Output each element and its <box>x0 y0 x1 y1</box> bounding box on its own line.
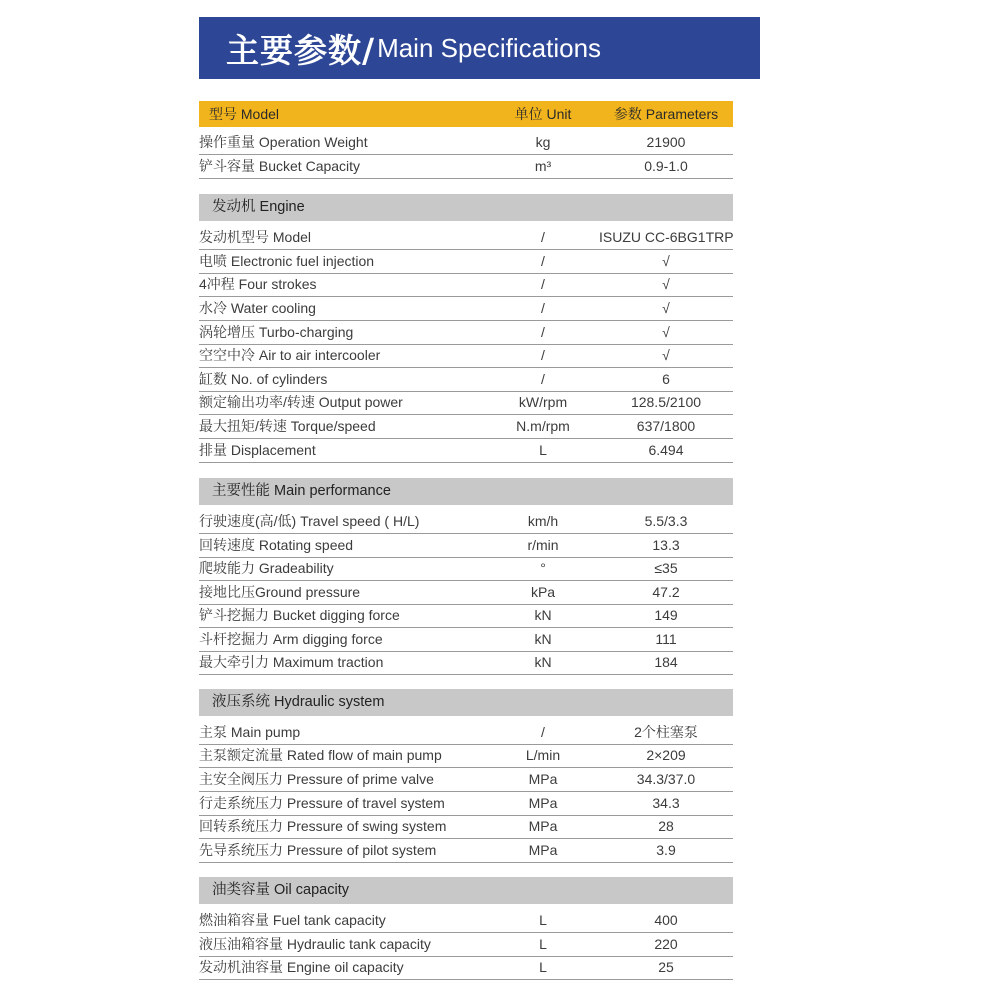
table-row <box>199 273 733 297</box>
row-value: 13.3 <box>652 537 680 553</box>
row-label: 先导系统压力 Pressure of pilot system <box>199 842 437 858</box>
table-row <box>199 768 733 792</box>
row-unit: / <box>541 276 545 292</box>
row-value: √ <box>662 276 670 292</box>
row-value: √ <box>662 300 670 316</box>
table-row <box>199 510 733 534</box>
row-label: 主安全阀压力 Pressure of prime valve <box>199 771 434 787</box>
row-unit: MPa <box>528 842 558 858</box>
row-value: 3.9 <box>656 842 676 858</box>
header-unit: 单位 Unit <box>514 106 572 122</box>
table-row <box>199 155 733 179</box>
row-unit: L <box>539 959 547 975</box>
row-unit: r/min <box>527 537 559 553</box>
table-row <box>199 250 733 274</box>
table-row <box>199 651 733 675</box>
row-label: 排量 Displacement <box>199 442 316 458</box>
table-row <box>199 391 733 415</box>
table-row <box>199 321 733 345</box>
header-model: 型号 Model <box>209 106 280 122</box>
row-label: 行走系统压力 Pressure of travel system <box>199 795 445 811</box>
table-row <box>199 721 733 745</box>
row-label: 斗杆挖掘力 Arm digging force <box>199 631 383 647</box>
row-unit: kW/rpm <box>518 394 568 410</box>
row-label: 爬坡能力 Gradeability <box>199 560 334 576</box>
row-value: 149 <box>654 607 678 623</box>
section-header-hydraulic: 液压系统 Hydraulic system <box>199 689 733 716</box>
table-row <box>199 956 733 980</box>
row-label: 最大扭矩/转速 Torque/speed <box>199 418 376 434</box>
row-label: 涡轮增压 Turbo-charging <box>199 324 354 340</box>
row-unit: L <box>539 912 547 928</box>
row-label: 主泵 Main pump <box>199 724 301 740</box>
row-unit: / <box>541 724 545 740</box>
row-label: 主泵额定流量 Rated flow of main pump <box>199 747 442 763</box>
row-unit: / <box>541 300 545 316</box>
row-label: 回转速度 Rotating speed <box>199 537 354 553</box>
row-unit: MPa <box>528 795 558 811</box>
row-label: 操作重量 Operation Weight <box>199 134 368 150</box>
row-unit: MPa <box>528 771 558 787</box>
row-value: 34.3 <box>652 795 680 811</box>
row-unit: L <box>539 442 547 458</box>
row-unit: / <box>541 371 545 387</box>
row-value: 6 <box>662 371 670 387</box>
row-value: 2×209 <box>646 747 686 763</box>
header-parameters: 参数 Parameters <box>613 106 719 122</box>
row-label: 接地比压Ground pressure <box>199 584 361 600</box>
row-value: 34.3/37.0 <box>636 771 696 787</box>
row-unit: kN <box>534 631 552 647</box>
table-row <box>199 909 733 933</box>
row-value: 2个柱塞泵 <box>634 724 698 740</box>
table-row <box>199 557 733 581</box>
row-unit: / <box>541 347 545 363</box>
row-unit: N.m/rpm <box>516 418 570 434</box>
table-row <box>199 534 733 558</box>
row-value: √ <box>662 324 670 340</box>
section-header-performance: 主要性能 Main performance <box>199 478 733 505</box>
row-value: 47.2 <box>652 584 680 600</box>
table-header <box>199 101 733 127</box>
table-row <box>199 439 733 463</box>
table-row <box>199 415 733 439</box>
row-unit: / <box>541 324 545 340</box>
table-row <box>199 839 733 863</box>
row-unit: L/min <box>525 747 561 763</box>
table-row <box>199 226 733 250</box>
title-english: Main Specifications <box>377 32 602 63</box>
table-row <box>199 792 733 816</box>
row-value: 400 <box>654 912 678 928</box>
row-label: 缸数 No. of cylinders <box>199 371 328 387</box>
table-row <box>199 581 733 605</box>
table-row <box>199 933 733 957</box>
row-value: ≤35 <box>654 560 678 576</box>
row-label: 4冲程 Four strokes <box>199 276 317 292</box>
row-unit: MPa <box>528 818 558 834</box>
row-value: 111 <box>655 631 677 647</box>
table-row <box>199 744 733 768</box>
row-label: 液压油箱容量 Hydraulic tank capacity <box>199 936 431 952</box>
row-label: 水冷 Water cooling <box>199 300 316 316</box>
row-unit: / <box>541 229 545 245</box>
table-row <box>199 131 733 155</box>
row-value: 25 <box>658 959 674 975</box>
table-row <box>199 368 733 392</box>
row-value: 0.9-1.0 <box>644 158 688 174</box>
row-label: 电喷 Electronic fuel injection <box>199 253 375 269</box>
row-unit: m³ <box>534 158 552 174</box>
row-unit: kg <box>535 134 551 150</box>
row-value: 5.5/3.3 <box>644 513 688 529</box>
row-value: 6.494 <box>648 442 684 458</box>
table-row <box>199 344 733 368</box>
row-value: 28 <box>658 818 674 834</box>
section-header-engine: 发动机 Engine <box>199 194 733 221</box>
row-value: 220 <box>654 936 678 952</box>
row-unit: L <box>539 936 547 952</box>
row-unit: kN <box>534 607 552 623</box>
row-label: 额定输出功率/转速 Output power <box>199 394 403 410</box>
row-value: ISUZU CC-6BG1TRP <box>599 229 734 245</box>
row-unit: ° <box>540 560 546 576</box>
row-label: 最大牵引力 Maximum traction <box>199 654 384 670</box>
row-label: 回转系统压力 Pressure of swing system <box>199 818 447 834</box>
row-label: 燃油箱容量 Fuel tank capacity <box>199 912 386 928</box>
table-row <box>199 628 733 652</box>
row-unit: kPa <box>530 584 556 600</box>
title-banner <box>199 17 760 79</box>
table-row <box>199 604 733 628</box>
row-label: 铲斗挖掘力 Bucket digging force <box>199 607 400 623</box>
row-value: √ <box>662 253 670 269</box>
row-unit: / <box>541 253 545 269</box>
row-value: √ <box>662 347 670 363</box>
row-unit: km/h <box>527 513 559 529</box>
row-label: 空空中冷 Air to air intercooler <box>199 347 381 363</box>
row-value: 184 <box>654 654 678 670</box>
table-row <box>199 815 733 839</box>
row-label: 行驶速度(高/低) Travel speed ( H/L) <box>199 513 420 529</box>
title-chinese: 主要参数/ <box>226 30 376 70</box>
row-value: 21900 <box>646 134 686 150</box>
row-value: 128.5/2100 <box>630 394 702 410</box>
row-value: 637/1800 <box>636 418 696 434</box>
section-header-oil-capacity: 油类容量 Oil capacity <box>199 877 733 904</box>
table-row <box>199 297 733 321</box>
row-label: 发动机型号 Model <box>199 229 312 245</box>
row-label: 发动机油容量 Engine oil capacity <box>199 959 404 975</box>
row-unit: kN <box>534 654 552 670</box>
row-label: 铲斗容量 Bucket Capacity <box>199 158 361 174</box>
